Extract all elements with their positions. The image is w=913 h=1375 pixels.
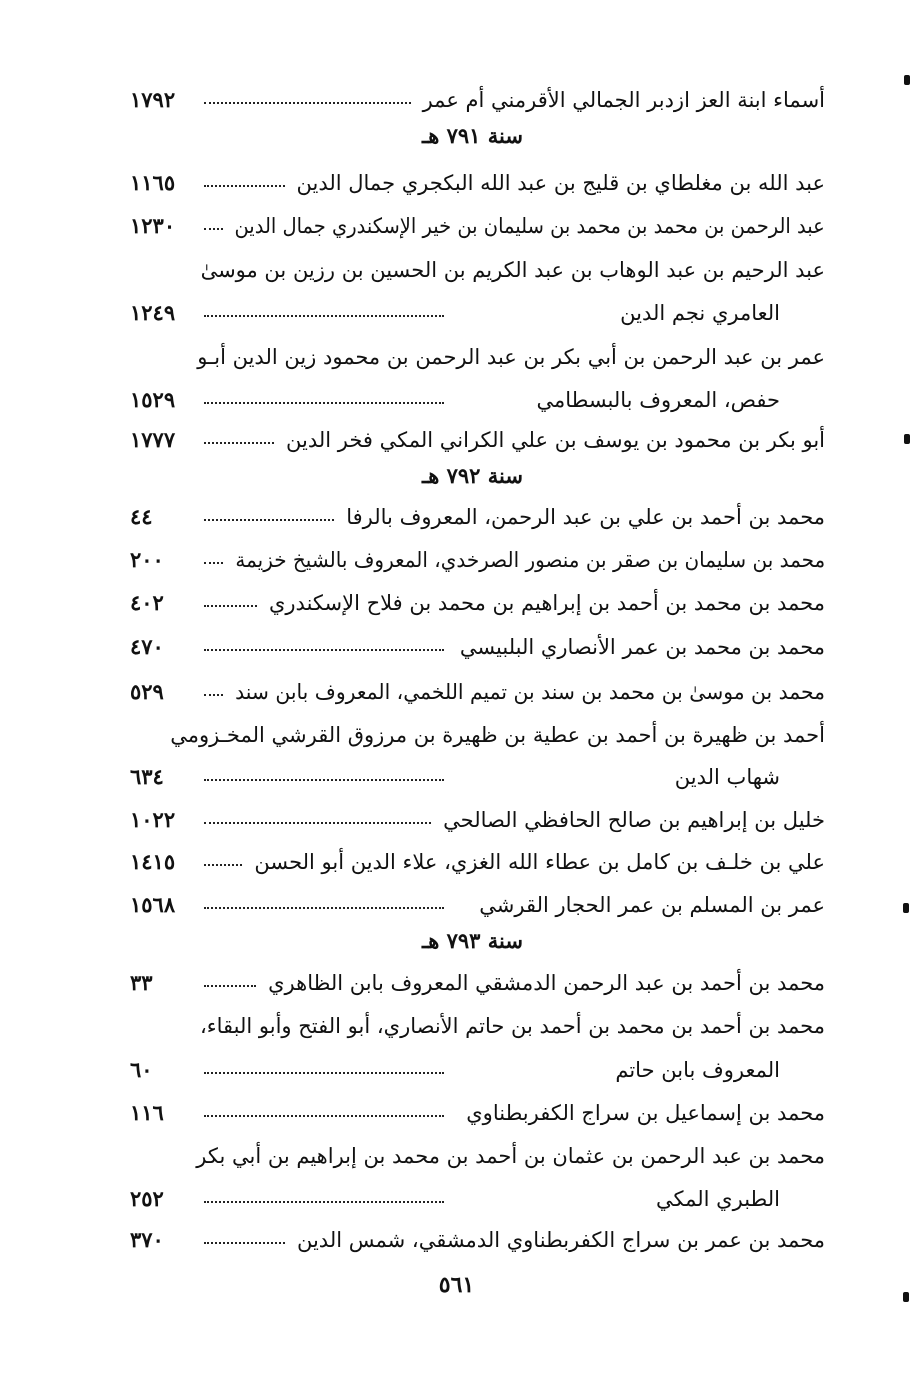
index-entry-continuation — [120, 380, 825, 420]
index-entry — [120, 337, 825, 377]
index-entry — [120, 163, 825, 203]
entry-name: العامري نجم الدين — [620, 301, 780, 325]
entry-name: عمر بن المسلم بن عمر الحجار القرشي — [479, 893, 825, 917]
dot-leader — [204, 864, 242, 866]
index-entry — [120, 540, 825, 580]
scan-mark — [903, 1292, 909, 1302]
index-entry-continuation — [120, 1050, 825, 1090]
index-entry — [120, 583, 825, 623]
entry-name: محمد بن محمد بن عمر الأنصاري البلبيسي — [459, 635, 825, 659]
index-entry — [120, 672, 825, 712]
entry-name: عبد الرحمن بن محمد بن محمد بن سليمان بن خير الإسكندري جمال الدين — [234, 214, 825, 238]
entry-page-number: ١٥٢٩ — [130, 387, 176, 412]
page-number: ٥٦١ — [438, 1272, 475, 1298]
scan-mark — [903, 903, 909, 913]
dot-leader — [204, 694, 223, 696]
entry-name: محمد بن أحمد بن عبد الرحمن الدمشقي المعروف بابن الظاهري — [268, 971, 825, 995]
entry-page-number: ١١٦٥ — [130, 170, 176, 195]
dot-leader — [204, 102, 411, 104]
index-entry — [120, 497, 825, 537]
entry-page-number: ٣٣ — [130, 970, 153, 995]
entry-name: عبد الرحيم بن عبد الوهاب بن عبد الكريم بن الحسين بن رزين بن موسىٰ — [200, 258, 825, 282]
entry-page-number: ١٧٧٧ — [130, 427, 176, 452]
entry-page-number: ١٢٤٩ — [130, 300, 176, 325]
entry-name: محمد بن موسىٰ بن محمد بن سند بن تميم اللخمي، المعروف بابن سند — [235, 680, 825, 704]
index-entry-continuation — [120, 1179, 825, 1219]
index-entry — [120, 842, 825, 882]
dot-leader — [204, 605, 257, 607]
index-entry — [120, 627, 825, 667]
entry-page-number: ٦٣٤ — [130, 764, 164, 789]
entry-page-number: ١٢٣٠ — [130, 213, 176, 238]
year-heading: سنة ٧٩٣ هـ — [422, 928, 523, 953]
entry-page-number: ١٥٦٨ — [130, 892, 176, 917]
dot-leader — [204, 985, 256, 987]
entry-name: حفص، المعروف بالبسطامي — [536, 388, 780, 412]
scan-mark — [904, 434, 910, 444]
entry-page-number: ٤٠٢ — [130, 590, 164, 615]
dot-leader — [204, 1242, 285, 1244]
index-entry — [120, 800, 825, 840]
index-entry — [120, 1220, 825, 1260]
entry-page-number: ٤٧٠ — [130, 634, 164, 659]
entry-name: علي بن خلـف بن كامل بن عطاء الله الغزي، علاء الدين أبو الحسن — [254, 850, 825, 874]
entry-page-number: ١١٦ — [130, 1100, 164, 1125]
entry-page-number: ٦٠ — [130, 1057, 153, 1082]
entry-name: خليل بن إبراهيم بن صالح الحافظي الصالحي — [443, 808, 825, 832]
dot-leader — [204, 907, 444, 909]
entry-name: أسماء ابنة العز ازدبر الجمالي الأقرمني أم عمر — [422, 88, 825, 112]
entry-name: عمر بن عبد الرحمن بن أبي بكر بن عبد الرحمن بن محمود زين الدين أبـو — [197, 345, 825, 369]
entry-name: محمد بن أحمد بن علي بن عبد الرحمن، المعروف بالرفا — [346, 505, 825, 529]
scan-mark — [904, 75, 910, 85]
index-entry — [120, 1006, 825, 1046]
entry-page-number: ٢٠٠ — [130, 547, 164, 572]
entry-name: محمد بن عمر بن سراج الكفربطناوي الدمشقي، شمس الدين — [296, 1228, 825, 1252]
entry-name: محمد بن إسماعيل بن سراج الكفربطناوي — [466, 1101, 825, 1125]
entry-name: عبد الله بن مغلطاي بن قليج بن عبد الله البكجري جمال الدين — [296, 171, 825, 195]
index-entry-continuation — [120, 293, 825, 333]
entry-name: محمد بن سليمان بن صقر بن منصور الصرخدي، المعروف بالشيخ خزيمة — [235, 548, 825, 572]
dot-leader — [204, 822, 431, 824]
index-entry — [120, 206, 825, 246]
entry-page-number: ١٠٢٢ — [130, 807, 176, 832]
dot-leader — [204, 562, 223, 564]
entry-name: الطبري المكي — [656, 1187, 780, 1211]
dot-leader — [204, 228, 223, 230]
index-entry — [120, 250, 825, 290]
dot-leader — [204, 185, 285, 187]
dot-leader — [204, 1115, 444, 1117]
dot-leader — [204, 442, 274, 444]
index-entry — [120, 885, 825, 925]
dot-leader — [204, 649, 444, 651]
entry-name: أبو بكر بن محمود بن يوسف بن علي الكراني المكي فخر الدين — [286, 428, 825, 452]
entry-page-number: ١٧٩٢ — [130, 87, 176, 112]
index-entry — [120, 1136, 825, 1176]
entry-page-number: ١٤١٥ — [130, 849, 176, 874]
index-entry — [120, 420, 825, 460]
dot-leader — [204, 315, 444, 317]
entry-name: محمد بن أحمد بن محمد بن أحمد بن حاتم الأنصاري، أبو الفتح وأبو البقاء، — [199, 1014, 825, 1038]
index-entry — [120, 963, 825, 1003]
entry-page-number: ٤٤ — [130, 504, 153, 529]
entry-name: شهاب الدين — [674, 765, 780, 789]
entry-page-number: ٣٧٠ — [130, 1227, 164, 1252]
dot-leader — [204, 1072, 444, 1074]
index-entry — [120, 1093, 825, 1133]
dot-leader — [204, 402, 444, 404]
index-entry — [120, 715, 825, 755]
index-entry — [120, 80, 825, 120]
year-heading: سنة ٧٩٢ هـ — [422, 463, 523, 488]
entry-name: المعروف بابن حاتم — [615, 1058, 780, 1082]
dot-leader — [204, 779, 444, 781]
year-heading: سنة ٧٩١ هـ — [422, 123, 523, 148]
dot-leader — [204, 519, 334, 521]
entry-page-number: ٢٥٢ — [130, 1186, 164, 1211]
dot-leader — [204, 1201, 444, 1203]
entry-page-number: ٥٢٩ — [130, 679, 164, 704]
entry-name: محمد بن عبد الرحمن بن عثمان بن أحمد بن محمد بن إبراهيم بن أبي بكر — [196, 1144, 825, 1168]
index-entry-continuation — [120, 757, 825, 797]
entry-name: أحمد بن ظهيرة بن أحمد بن عطية بن ظهيرة بن مرزوق القرشي المخـزومي — [170, 723, 825, 747]
entry-name: محمد بن محمد بن أحمد بن إبراهيم بن محمد بن فلاح الإسكندري — [268, 591, 825, 615]
